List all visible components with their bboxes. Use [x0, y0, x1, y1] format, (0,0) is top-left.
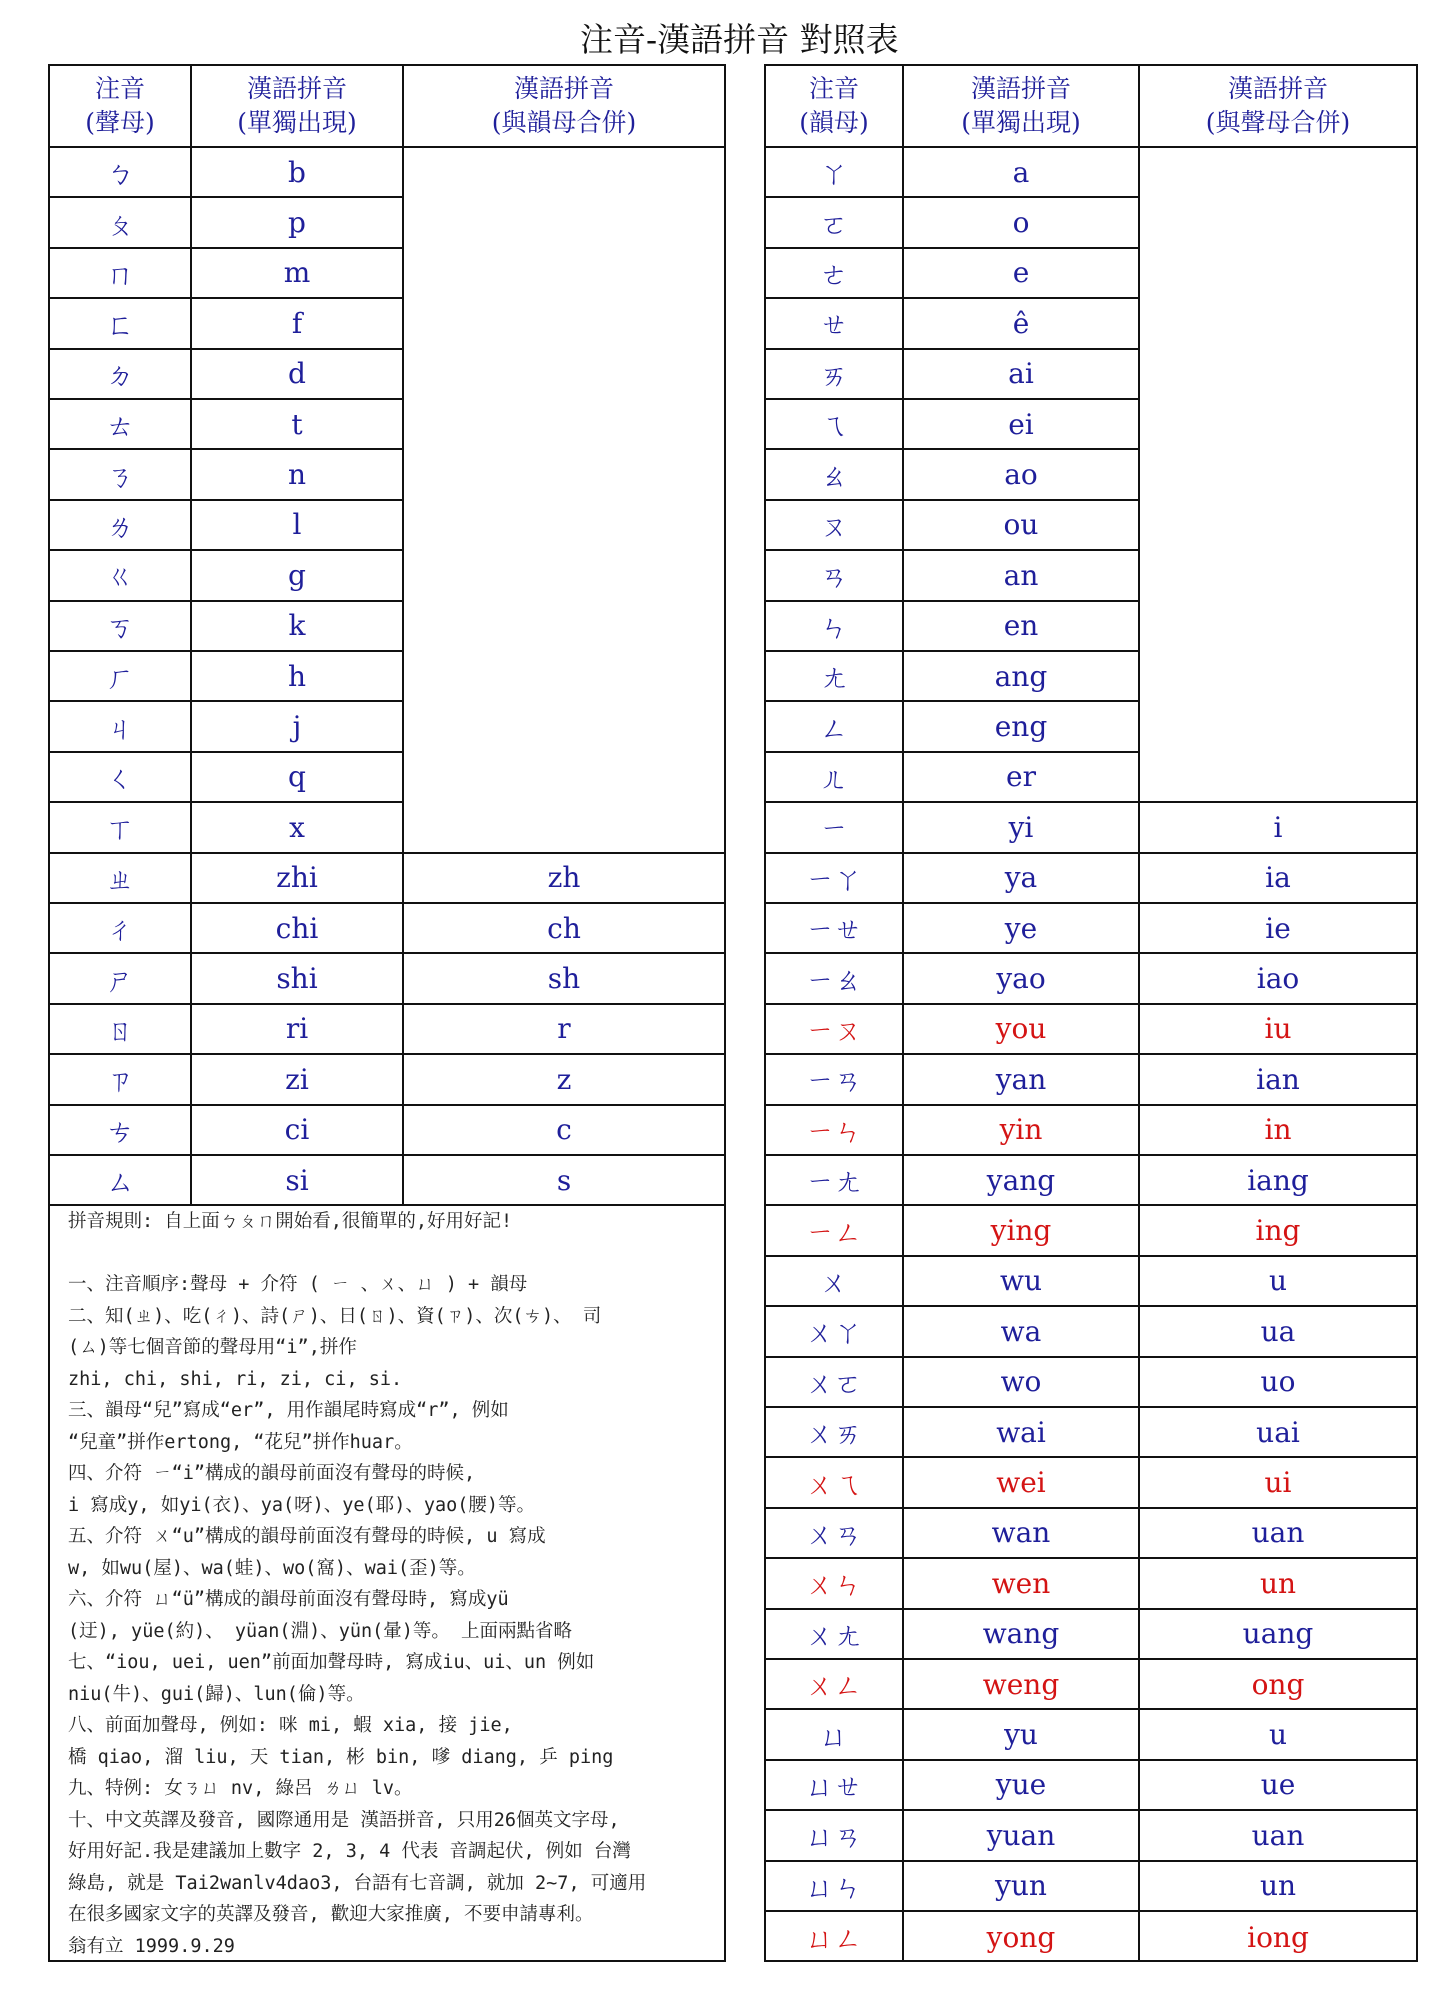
zhuyin-cell: ㄎ — [50, 602, 192, 652]
zhuyin-cell: ㄍ — [50, 551, 192, 601]
zhuyin-cell: ㄟ — [766, 400, 904, 450]
empty-combined-block — [404, 148, 724, 854]
note-line: 拼音規則: 自上面ㄅㄆㄇ開始看,很簡單的,好用好記! — [68, 1211, 513, 1232]
pinyin-alone-cell: yang — [904, 1156, 1140, 1206]
final-row — [766, 1660, 1416, 1710]
note-line: i 寫成y, 如yi(衣)、ya(呀)、ye(耶)、yao(腰)等。 — [68, 1494, 536, 1516]
note-line: 橋 qiao, 溜 liu, 天 tian, 彬 bin, 嗲 diang, 乒 ping — [68, 1746, 614, 1768]
header-pinyin-combined — [1140, 66, 1416, 146]
final-row — [766, 1106, 1416, 1156]
header-line1: 漢語拼音 — [246, 74, 347, 103]
finals-table — [764, 64, 1418, 1962]
initial-row — [50, 954, 724, 1004]
zhuyin-cell: ㄨ — [766, 1257, 904, 1307]
zhuyin-cell: ㄙ — [50, 1156, 192, 1206]
finals-header — [766, 66, 1416, 148]
final-row — [766, 1710, 1416, 1760]
pinyin-combined-cell: iu — [1140, 1005, 1416, 1055]
pinyin-alone-cell: er — [904, 753, 1140, 803]
pinyin-alone-cell: chi — [192, 904, 404, 954]
pinyin-combined-cell: uai — [1140, 1408, 1416, 1458]
header-line2: (與聲母合併) — [1205, 108, 1351, 137]
pinyin-alone-cell: l — [192, 501, 404, 551]
zhuyin-cell: ㄧㄡ — [766, 1005, 904, 1055]
pinyin-alone-cell: eng — [904, 702, 1140, 752]
note-line: (迂), yüe(約)、 yüan(淵)、yün(暈)等。 上面兩點省略 — [68, 1620, 573, 1642]
pinyin-alone-cell: ang — [904, 652, 1140, 702]
pinyin-alone-cell: x — [192, 803, 404, 853]
note-line: 好用好記.我是建議加上數字 2, 3, 4 代表 音調起伏, 例如 台灣 — [68, 1841, 631, 1862]
zhuyin-cell: ㄇ — [50, 249, 192, 299]
zhuyin-cell: ㄢ — [766, 551, 904, 601]
initial-row — [50, 1005, 724, 1055]
note-line: niu(牛)、gui(歸)、lun(倫)等。 — [68, 1683, 365, 1705]
empty-combined-block — [1140, 148, 1416, 803]
pinyin-alone-cell: f — [192, 299, 404, 349]
pinyin-alone-cell: zi — [192, 1055, 404, 1105]
pinyin-combined-cell: c — [404, 1106, 724, 1156]
zhuyin-cell: ㄞ — [766, 350, 904, 400]
final-row — [766, 1055, 1416, 1105]
note-line: 三、韻母“兒”寫成“er”, 用作韻尾時寫成“r”, 例如 — [68, 1400, 509, 1421]
zhuyin-cell: ㄨㄢ — [766, 1509, 904, 1559]
initial-row — [50, 1055, 724, 1105]
pinyin-alone-cell: a — [904, 148, 1140, 198]
pinyin-alone-cell: an — [904, 551, 1140, 601]
pinyin-alone-cell: wai — [904, 1408, 1140, 1458]
zhuyin-cell: ㄖ — [50, 1005, 192, 1055]
pinyin-alone-cell: ci — [192, 1106, 404, 1156]
pinyin-combined-cell: ie — [1140, 904, 1416, 954]
zhuyin-cell: ㄠ — [766, 450, 904, 500]
pinyin-combined-cell: un — [1140, 1862, 1416, 1912]
note-line: w, 如wu(屋)、wa(蛙)、wo(窩)、wai(歪)等。 — [68, 1557, 476, 1579]
pinyin-alone-cell: j — [192, 702, 404, 752]
zhuyin-cell: ㄉ — [50, 350, 192, 400]
final-row — [766, 1509, 1416, 1559]
final-row — [766, 1862, 1416, 1912]
zhuyin-cell: ㄩ — [766, 1710, 904, 1760]
note-line: “兒童”拼作ertong, “花兒”拼作huar。 — [68, 1431, 413, 1453]
pinyin-alone-cell: yue — [904, 1761, 1140, 1811]
pinyin-alone-cell: yi — [904, 803, 1140, 853]
final-row — [766, 1458, 1416, 1508]
pinyin-alone-cell: wen — [904, 1559, 1140, 1609]
note-line: 六、介符 ㄩ“ü”構成的韻母前面沒有聲母時, 寫成yü — [68, 1589, 509, 1610]
zhuyin-cell: ㄧㄢ — [766, 1055, 904, 1105]
pinyin-combined-cell: zh — [404, 854, 724, 904]
zhuyin-cell: ㄊ — [50, 400, 192, 450]
final-row — [766, 904, 1416, 954]
pinyin-alone-cell: e — [904, 249, 1140, 299]
zhuyin-cell: ㄡ — [766, 501, 904, 551]
header-line1: 漢語拼音 — [513, 74, 614, 103]
note-line: 八、前面加聲母, 例如: 咪 mi, 蝦 xia, 接 jie, — [68, 1715, 513, 1736]
pinyin-alone-cell: yun — [904, 1862, 1140, 1912]
pinyin-combined-cell: un — [1140, 1559, 1416, 1609]
pinyin-alone-cell: wo — [904, 1358, 1140, 1408]
zhuyin-cell: ㄅ — [50, 148, 192, 198]
note-line: 一、注音順序:聲母 + 介符 ( ㄧ 、ㄨ、ㄩ ) + 韻母 — [68, 1274, 528, 1295]
pinyin-alone-cell: ya — [904, 854, 1140, 904]
zhuyin-cell: ㄣ — [766, 602, 904, 652]
note-line: 二、知(ㄓ)、吃(ㄔ)、詩(ㄕ)、日(ㄖ)、資(ㄗ)、次(ㄘ)、 司 — [68, 1305, 602, 1327]
zhuyin-cell: ㄨㄣ — [766, 1559, 904, 1609]
pinyin-combined-cell: uan — [1140, 1509, 1416, 1559]
pinyin-combined-cell: i — [1140, 803, 1416, 853]
note-line: 七、“iou, uei, uen”前面加聲母時, 寫成iu、ui、un 例如 — [68, 1652, 595, 1673]
pinyin-alone-cell: en — [904, 602, 1140, 652]
pinyin-combined-cell: ian — [1140, 1055, 1416, 1105]
header-pinyin-alone — [904, 66, 1140, 146]
pinyin-alone-cell: ri — [192, 1005, 404, 1055]
pinyin-combined-cell: iong — [1247, 1920, 1309, 1954]
pinyin-alone-cell: yan — [904, 1055, 1140, 1105]
zhuyin-cell: ㄥ — [766, 702, 904, 752]
zhuyin-cell: ㄘ — [50, 1106, 192, 1156]
zhuyin-cell: ㄗ — [50, 1055, 192, 1105]
final-row — [766, 1005, 1416, 1055]
pinyin-combined-cell: iao — [1140, 954, 1416, 1004]
pinyin-combined-cell: ua — [1140, 1307, 1416, 1357]
initials-header — [50, 66, 724, 148]
zhuyin-cell: ㄆ — [50, 198, 192, 248]
pinyin-alone-cell: n — [192, 450, 404, 500]
pinyin-alone-cell: m — [192, 249, 404, 299]
final-row — [766, 1156, 1416, 1206]
zhuyin-cell: ㄨㄚ — [766, 1307, 904, 1357]
pinyin-rules-notes — [50, 1198, 724, 1970]
final-row — [766, 1358, 1416, 1408]
zhuyin-cell: ㄨㄛ — [766, 1358, 904, 1408]
pinyin-combined-cell: sh — [404, 954, 724, 1004]
pinyin-alone-cell: ying — [904, 1206, 1140, 1256]
zhuyin-cell: ㄏ — [50, 652, 192, 702]
header-line2: (單獨出現) — [961, 108, 1081, 137]
pinyin-combined-cell: uan — [1140, 1811, 1416, 1861]
pinyin-alone-cell: weng — [904, 1660, 1140, 1710]
pinyin-combined-cell: ong — [1140, 1660, 1416, 1710]
header-line2: (韻母) — [799, 108, 869, 137]
note-line: 九、特例: 女ㄋㄩ nv, 綠呂 ㄌㄩ lv。 — [68, 1778, 413, 1799]
zhuyin-cell: ㄩㄥ — [766, 1912, 904, 1962]
zhuyin-cell: ㄋ — [50, 450, 192, 500]
note-line: 五、介符 ㄨ“u”構成的韻母前面沒有聲母的時候, u 寫成 — [68, 1526, 546, 1547]
zhuyin-cell: ㄦ — [766, 753, 904, 803]
zhuyin-cell: ㄧㄣ — [766, 1106, 904, 1156]
pinyin-alone-cell: si — [192, 1156, 404, 1206]
pinyin-alone-cell: shi — [192, 954, 404, 1004]
zhuyin-cell: ㄚ — [766, 148, 904, 198]
zhuyin-cell: ㄧㄠ — [766, 954, 904, 1004]
note-line — [68, 1238, 706, 1270]
pinyin-alone-cell: you — [904, 1005, 1140, 1055]
initial-row — [50, 854, 724, 904]
header-line1: 漢語拼音 — [1227, 74, 1328, 103]
pinyin-combined-cell: uo — [1140, 1358, 1416, 1408]
header-pinyin-combined — [404, 66, 724, 146]
pinyin-alone-cell: ou — [904, 501, 1140, 551]
pinyin-combined-cell: in — [1140, 1106, 1416, 1156]
final-row — [766, 1610, 1416, 1660]
note-line: 十、中文英譯及發音, 國際通用是 漢語拼音, 只用26個英文字母, — [68, 1809, 620, 1831]
pinyin-alone-cell: d — [192, 350, 404, 400]
zhuyin-cell: ㄨㄥ — [766, 1660, 904, 1710]
pinyin-combined-cell: z — [404, 1055, 724, 1105]
pinyin-alone-cell: p — [192, 198, 404, 248]
pinyin-alone-cell: zhi — [192, 854, 404, 904]
pinyin-combined-cell: s — [404, 1156, 724, 1206]
initials-table — [48, 64, 726, 1962]
final-row — [766, 1559, 1416, 1609]
pinyin-combined-cell: ing — [1140, 1206, 1416, 1256]
pinyin-alone-cell: ao — [904, 450, 1140, 500]
pinyin-alone-cell: o — [904, 198, 1140, 248]
note-line: 翁有立 1999.9.29 — [68, 1935, 235, 1957]
zhuyin-cell: ㄒ — [50, 803, 192, 853]
pinyin-alone-cell: h — [192, 652, 404, 702]
pinyin-alone-cell: wu — [904, 1257, 1140, 1307]
zhuyin-cell: ㄨㄤ — [766, 1610, 904, 1660]
final-row — [766, 1307, 1416, 1357]
note-line: zhi, chi, shi, ri, zi, ci, si. — [68, 1368, 403, 1390]
header-line1: 注音 — [94, 74, 145, 103]
pinyin-alone-cell: ei — [904, 400, 1140, 450]
header-pinyin-alone — [192, 66, 404, 146]
pinyin-alone-cell: t — [192, 400, 404, 450]
zhuyin-cell: ㄧㄤ — [766, 1156, 904, 1206]
zhuyin-cell: ㄌ — [50, 501, 192, 551]
initial-row — [50, 1106, 724, 1156]
pinyin-alone-cell: wan — [904, 1509, 1140, 1559]
final-row — [766, 1761, 1416, 1811]
zhuyin-cell: ㄩㄣ — [766, 1862, 904, 1912]
final-row — [766, 1811, 1416, 1861]
pinyin-alone-cell: wang — [904, 1610, 1140, 1660]
zhuyin-cell: ㄧㄝ — [766, 904, 904, 954]
final-row — [766, 854, 1416, 904]
zhuyin-cell: ㄔ — [50, 904, 192, 954]
zhuyin-cell: ㄧㄥ — [766, 1206, 904, 1256]
pinyin-combined-cell: iang — [1140, 1156, 1416, 1206]
final-row — [766, 1206, 1416, 1256]
pinyin-combined-cell: u — [1140, 1257, 1416, 1307]
zhuyin-cell: ㄤ — [766, 652, 904, 702]
final-row — [766, 954, 1416, 1004]
zhuyin-cell: ㄧ — [766, 803, 904, 853]
zhuyin-cell: ㄨㄞ — [766, 1408, 904, 1458]
header-line1: 漢語拼音 — [970, 74, 1071, 103]
pinyin-alone-cell: ê — [904, 299, 1140, 349]
pinyin-alone-cell: g — [192, 551, 404, 601]
pinyin-combined-cell: ia — [1140, 854, 1416, 904]
pinyin-combined-cell: u — [1140, 1710, 1416, 1760]
pinyin-alone-cell: q — [192, 753, 404, 803]
pinyin-alone-cell: ai — [904, 350, 1140, 400]
zhuyin-cell: ㄨㄟ — [766, 1458, 904, 1508]
page-title: 注音-漢語拼音 對照表 — [580, 20, 899, 59]
pinyin-alone-cell: yu — [904, 1710, 1140, 1760]
zhuyin-cell: ㄩㄢ — [766, 1811, 904, 1861]
final-row — [766, 1408, 1416, 1458]
zhuyin-cell: ㄧㄚ — [766, 854, 904, 904]
zhuyin-cell: ㄕ — [50, 954, 192, 1004]
zhuyin-cell: ㄛ — [766, 198, 904, 248]
header-line2: (單獨出現) — [237, 108, 357, 137]
pinyin-alone-cell: wei — [904, 1458, 1140, 1508]
pinyin-alone-cell: yong — [904, 1912, 1140, 1962]
zhuyin-cell: ㄑ — [50, 753, 192, 803]
final-row — [766, 1257, 1416, 1307]
pinyin-alone-cell: ye — [904, 904, 1140, 954]
zhuyin-cell: ㄈ — [50, 299, 192, 349]
zhuyin-cell: ㄐ — [50, 702, 192, 752]
header-zhuyin-final — [766, 66, 904, 146]
zhuyin-cell: ㄝ — [766, 299, 904, 349]
pinyin-combined-cell: ui — [1140, 1458, 1416, 1508]
zhuyin-cell: ㄩㄝ — [766, 1761, 904, 1811]
header-line2: (聲母) — [85, 108, 155, 137]
note-line: 綠島, 就是 Tai2wanlv4dao3, 台語有七音調, 就加 2~7, 可適用 — [68, 1872, 647, 1894]
header-line2: (與韻母合併) — [491, 108, 637, 137]
pinyin-alone-cell: yin — [904, 1106, 1140, 1156]
pinyin-combined-cell: ch — [404, 904, 724, 954]
header-zhuyin-initial — [50, 66, 192, 146]
zhuyin-cell: ㄜ — [766, 249, 904, 299]
note-line: (ㄙ)等七個音節的聲母用“i”,拼作 — [68, 1337, 357, 1358]
pinyin-alone-cell: k — [192, 602, 404, 652]
pinyin-alone-cell: wa — [904, 1307, 1140, 1357]
pinyin-alone-cell: yuan — [904, 1811, 1140, 1861]
header-line1: 注音 — [808, 74, 859, 103]
pinyin-combined-cell: ue — [1140, 1761, 1416, 1811]
pinyin-combined-cell: uang — [1140, 1610, 1416, 1660]
final-row — [766, 1912, 1416, 1962]
pinyin-alone-cell: yao — [904, 954, 1140, 1004]
pinyin-alone-cell: b — [192, 148, 404, 198]
final-row — [766, 803, 1416, 853]
note-line: 四、介符 ㄧ“i”構成的韻母前面沒有聲母的時候, — [68, 1463, 476, 1484]
zhuyin-cell: ㄓ — [50, 854, 192, 904]
initial-row — [50, 904, 724, 954]
note-line: 在很多國家文字的英譯及發音, 歡迎大家推廣, 不要申請專利。 — [68, 1904, 594, 1925]
pinyin-combined-cell: r — [404, 1005, 724, 1055]
